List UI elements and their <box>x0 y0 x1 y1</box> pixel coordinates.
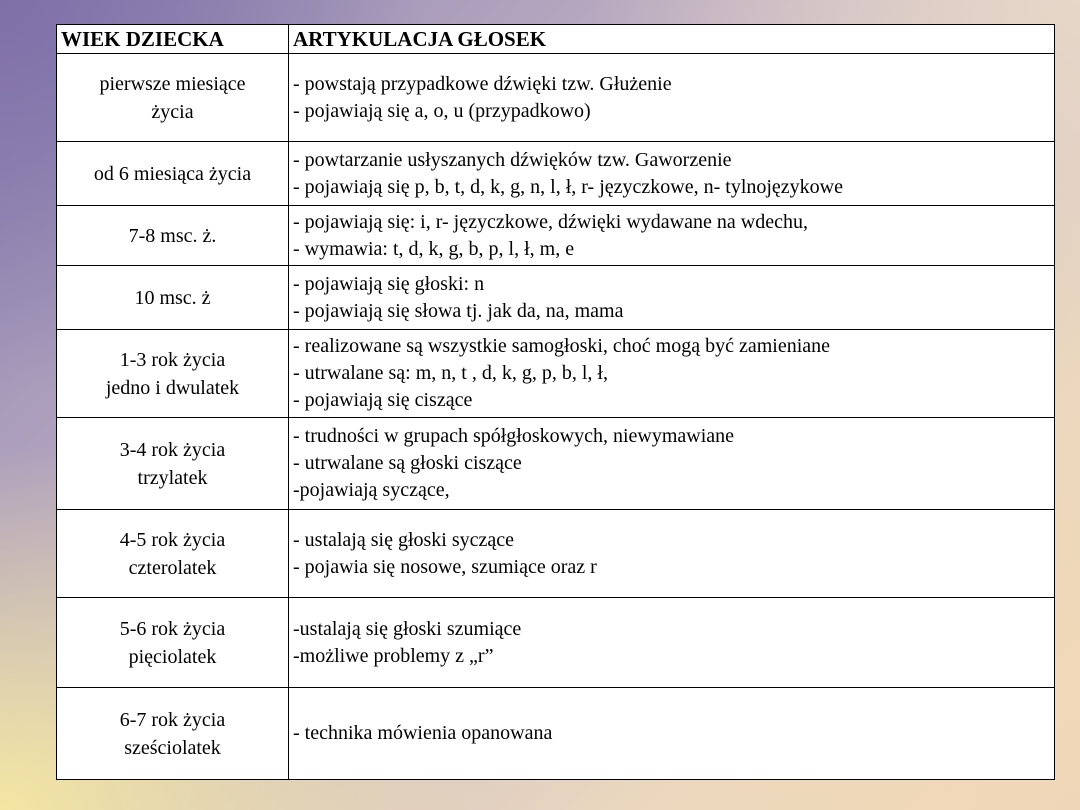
articulation-cell <box>289 206 1055 266</box>
table-row <box>57 142 1055 206</box>
articulation-cell <box>289 330 1055 418</box>
articulation-line: - pojawia się nosowe, szumiące oraz r <box>293 555 597 578</box>
age-cell <box>57 510 289 598</box>
table-row <box>57 510 1055 598</box>
articulation-cell <box>289 266 1055 330</box>
age-line: pięciolatek <box>128 645 217 668</box>
articulation-cell <box>289 418 1055 510</box>
age-line: życia <box>151 100 194 123</box>
articulation-line: - pojawiają się a, o, u (przypadkowo) <box>293 99 591 122</box>
age-line: sześciolatek <box>124 736 221 759</box>
articulation-line: - technika mówienia opanowana <box>293 722 553 744</box>
articulation-cell <box>289 142 1055 206</box>
age-cell <box>57 598 289 688</box>
age-line: od 6 miesiąca życia <box>93 162 252 185</box>
articulation-line: - utrwalane są głoski ciszące <box>293 452 522 474</box>
age-line: 1-3 rok życia <box>119 348 226 371</box>
age-line: czterolatek <box>128 556 217 579</box>
table-row <box>57 688 1055 780</box>
age-line: 7-8 msc. ż. <box>128 224 217 247</box>
articulation-line: - pojawiają się ciszące <box>293 389 473 411</box>
table-row <box>57 54 1055 142</box>
articulation-line: - powstają przypadkowe dźwięki tzw. Głużenie <box>293 72 672 95</box>
age-cell <box>57 206 289 266</box>
header-age: WIEK DZIECKA <box>57 25 289 54</box>
age-line: 10 msc. ż <box>134 286 211 309</box>
header-articulation: ARTYKULACJA GŁOSEK <box>289 25 1055 54</box>
age-line: pierwsze miesiące <box>99 72 246 95</box>
articulation-line: - wymawia: t, d, k, g, b, p, l, ł, m, e <box>293 237 575 260</box>
articulation-line: - trudności w grupach spółgłoskowych, niewymawiane <box>293 425 735 447</box>
age-cell <box>57 418 289 510</box>
age-line: 4-5 rok życia <box>119 528 226 551</box>
articulation-line: - pojawiają się: i, r- języczkowe, dźwięki wydawane na wdechu, <box>293 210 808 233</box>
articulation-line: - pojawiają się głoski: n <box>293 272 485 295</box>
age-cell <box>57 330 289 418</box>
articulation-cell <box>289 688 1055 780</box>
age-cell <box>57 142 289 206</box>
articulation-line: -pojawiają syczące, <box>293 479 450 501</box>
age-line: 3-4 rok życia <box>119 438 226 461</box>
age-line: jedno i dwulatek <box>105 376 240 399</box>
articulation-line: - realizowane są wszystkie samogłoski, choć mogą być zamieniane <box>293 335 831 357</box>
table-row <box>57 206 1055 266</box>
articulation-line: -możliwe problemy z „r” <box>293 644 494 667</box>
articulation-line: - ustalają się głoski syczące <box>293 528 515 551</box>
age-line: trzylatek <box>137 466 208 489</box>
age-line: 5-6 rok życia <box>119 617 226 640</box>
table-row <box>57 598 1055 688</box>
articulation-line: - powtarzanie usłyszanych dźwięków tzw. Gaworzenie <box>293 148 732 171</box>
articulation-cell <box>289 510 1055 598</box>
articulation-line: - pojawiają się p, b, t, d, k, g, n, l, ł, r- języczkowe, n- tylnojęzykowe <box>293 175 843 198</box>
age-cell <box>57 54 289 142</box>
table-row <box>57 330 1055 418</box>
age-cell <box>57 266 289 330</box>
age-cell <box>57 688 289 780</box>
articulation-line: - pojawiają się słowa tj. jak da, na, mama <box>293 299 624 322</box>
articulation-line: -ustalają się głoski szumiące <box>293 617 522 640</box>
table-row <box>57 266 1055 330</box>
table-header-row <box>57 25 1055 54</box>
articulation-cell <box>289 54 1055 142</box>
table-row <box>57 418 1055 510</box>
articulation-cell <box>289 598 1055 688</box>
age-line: 6-7 rok życia <box>119 708 226 731</box>
articulation-line: - utrwalane są: m, n, t , d, k, g, p, b, l, ł, <box>293 362 608 384</box>
articulation-table <box>56 24 1055 780</box>
table-body <box>57 54 1055 780</box>
